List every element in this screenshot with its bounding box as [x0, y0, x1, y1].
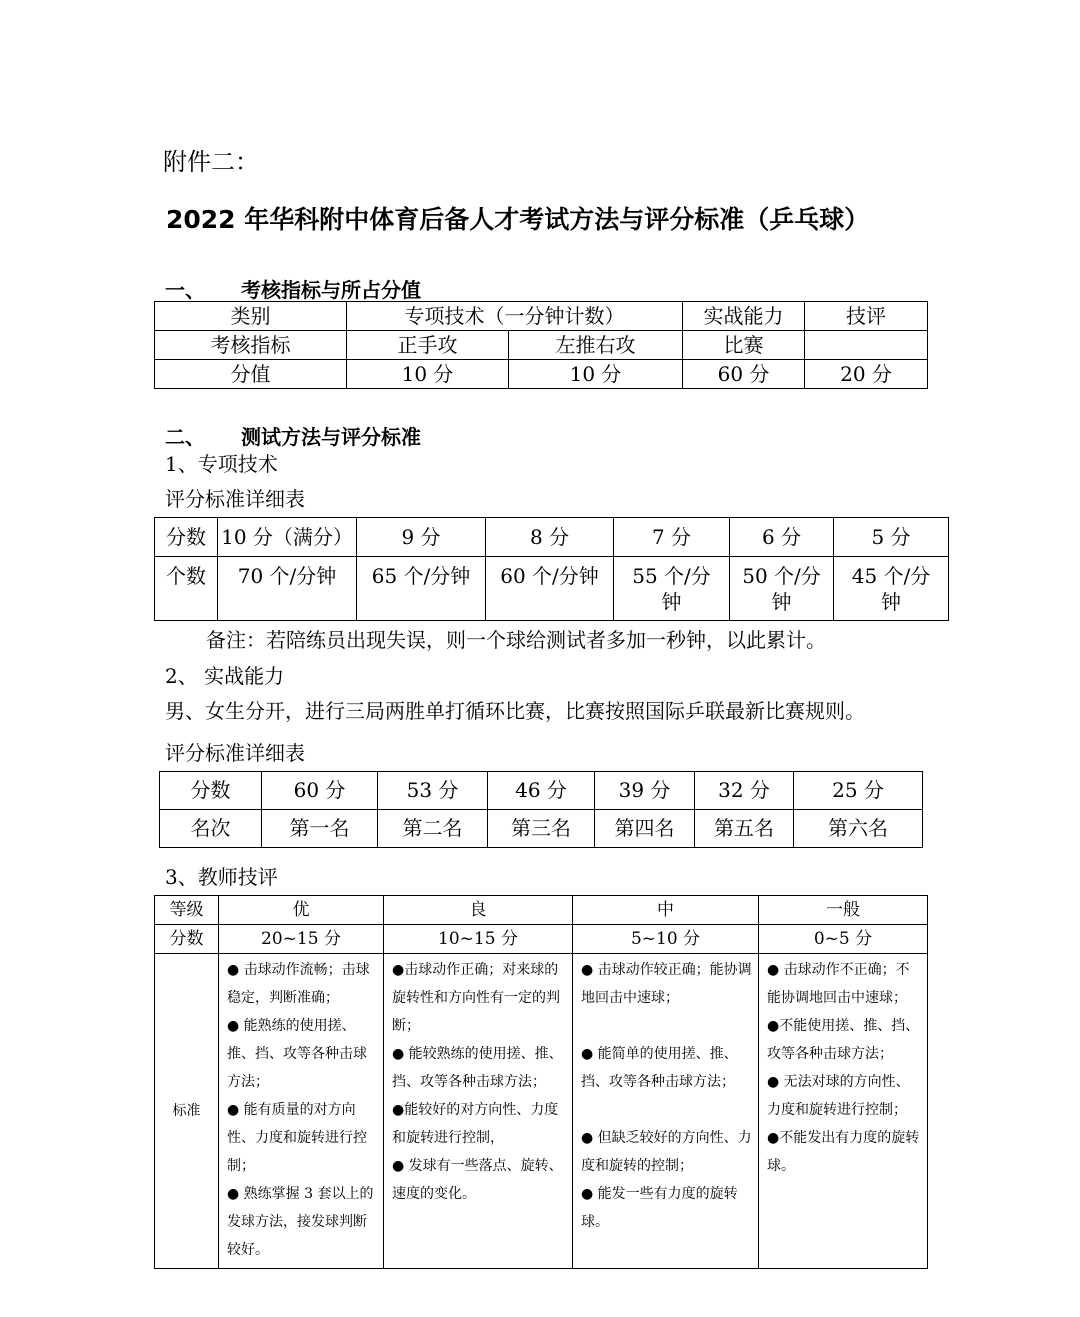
table-cell: 20 分 — [805, 360, 928, 389]
attachment-label: 附件二： — [163, 148, 259, 176]
table-cell: 5 分 — [834, 518, 949, 557]
table-cell: 考核指标 — [155, 331, 347, 360]
table-cell: 5~10 分 — [573, 925, 759, 954]
table-cell: 45 个/分钟 — [834, 557, 949, 621]
criteria-item: ● 能较熟练的使用搓、推、挡、攻等各种击球方法； — [392, 1046, 563, 1090]
table-cell: 10 分（满分） — [218, 518, 357, 557]
subsection-heading: 1、专项技术 — [165, 452, 278, 476]
criteria-item: ● 熟练掌握 3 套以上的发球方法，接发球判断较好。 — [227, 1186, 374, 1258]
table-cell: 第六名 — [794, 810, 923, 848]
table-cell: 实战能力 — [683, 302, 805, 331]
page-title: 2022 年华科附中体育后备人才考试方法与评分标准（乒乓球） — [166, 205, 870, 234]
table-cell: 一般 — [759, 896, 928, 925]
table-caption: 评分标准详细表 — [165, 741, 305, 765]
table-cell: 46 分 — [488, 772, 595, 810]
table-cell: 39 分 — [595, 772, 695, 810]
table-cell: 优 — [219, 896, 384, 925]
table-cell: 分数 — [155, 925, 219, 954]
table-cell: 正手攻 — [347, 331, 509, 360]
criteria-item: ●不能发出有力度的旋转球。 — [767, 1130, 920, 1174]
section-heading-2 — [165, 421, 421, 450]
ranking-score-table — [159, 771, 923, 848]
teacher-evaluation-table — [154, 895, 928, 1269]
note: 备注：若陪练员出现失误，则一个球给测试者多加一秒钟，以此累计。 — [206, 628, 826, 652]
table-cell: 53 分 — [378, 772, 488, 810]
table-cell: 个数 — [155, 557, 218, 621]
criteria-item: ● 能有质量的对方向性、力度和旋转进行控制； — [227, 1102, 367, 1174]
criteria-cell — [759, 954, 928, 1269]
table-cell: 20~15 分 — [219, 925, 384, 954]
table-cell: 50 个/分钟 — [730, 557, 834, 621]
criteria-item: ● 击球动作不正确；不能协调地回击中速球； — [767, 962, 910, 1006]
subsection-heading: 2、 实战能力 — [165, 664, 285, 688]
table-cell: 70 个/分钟 — [218, 557, 357, 621]
section-number: 一、 — [165, 278, 205, 302]
table-cell: 第三名 — [488, 810, 595, 848]
table-cell — [805, 331, 928, 360]
criteria-cell — [384, 954, 573, 1269]
match-description: 男、女生分开，进行三局两胜单打循环比赛，比赛按照国际乒联最新比赛规则。 — [165, 699, 865, 723]
table-cell: 7 分 — [614, 518, 730, 557]
table-cell: 第四名 — [595, 810, 695, 848]
table-cell: 左推右攻 — [509, 331, 683, 360]
criteria-label: 标准 — [155, 954, 219, 1269]
criteria-item: ● 击球动作较正确；能协调地回击中速球； — [581, 962, 752, 1006]
table-cell: 分数 — [155, 518, 218, 557]
table-cell: 6 分 — [730, 518, 834, 557]
table-cell: 8 分 — [486, 518, 614, 557]
table-cell: 专项技术（一分钟计数） — [347, 302, 683, 331]
section-heading-1 — [165, 274, 421, 303]
criteria-item: ● 能简单的使用搓、推、挡、攻等各种击球方法； — [581, 1046, 738, 1090]
section-number: 二、 — [165, 425, 205, 449]
table-cell: 分值 — [155, 360, 347, 389]
criteria-item: ●击球动作正确；对来球的旋转性和方向性有一定的判断； — [392, 962, 560, 1034]
subsection-heading: 3、教师技评 — [165, 865, 278, 889]
table-caption: 评分标准详细表 — [165, 487, 305, 511]
criteria-cell — [573, 954, 759, 1269]
table-cell: 分数 — [160, 772, 262, 810]
table-cell: 0~5 分 — [759, 925, 928, 954]
table-cell: 第五名 — [695, 810, 794, 848]
table-cell: 60 分 — [262, 772, 378, 810]
table-cell: 技评 — [805, 302, 928, 331]
table-cell: 10~15 分 — [384, 925, 573, 954]
table-cell: 32 分 — [695, 772, 794, 810]
table-cell: 10 分 — [347, 360, 509, 389]
criteria-item: ● 发球有一些落点、旋转、速度的变化。 — [392, 1158, 563, 1202]
criteria-item: ●不能使用搓、推、挡、攻等各种击球方法； — [767, 1018, 920, 1062]
criteria-cell — [219, 954, 384, 1269]
table-cell: 比赛 — [683, 331, 805, 360]
criteria-item: ● 能熟练的使用搓、推、挡、攻等各种击球方法； — [227, 1018, 367, 1090]
skill-score-table — [154, 517, 949, 621]
criteria-item: ●能较好的对方向性、力度和旋转进行控制， — [392, 1102, 559, 1146]
section-title: 测试方法与评分标准 — [241, 425, 421, 449]
table-cell: 60 分 — [683, 360, 805, 389]
table-cell: 10 分 — [509, 360, 683, 389]
table-cell: 第一名 — [262, 810, 378, 848]
table-cell: 65 个/分钟 — [357, 557, 486, 621]
table-cell: 60 个/分钟 — [486, 557, 614, 621]
table-cell: 名次 — [160, 810, 262, 848]
criteria-item: ● 无法对球的方向性、力度和旋转进行控制； — [767, 1074, 910, 1118]
table-cell: 第二名 — [378, 810, 488, 848]
table-cell: 9 分 — [357, 518, 486, 557]
table-cell: 中 — [573, 896, 759, 925]
criteria-item: ● 能发一些有力度的旋转球。 — [581, 1186, 738, 1230]
table-cell: 25 分 — [794, 772, 923, 810]
table-cell: 良 — [384, 896, 573, 925]
indicator-table — [154, 301, 928, 389]
table-cell: 类别 — [155, 302, 347, 331]
table-cell: 等级 — [155, 896, 219, 925]
criteria-item: ● 但缺乏较好的方向性、力度和旋转的控制； — [581, 1130, 752, 1174]
criteria-item: ● 击球动作流畅；击球稳定，判断准确； — [227, 962, 370, 1006]
section-title: 考核指标与所占分值 — [241, 278, 421, 302]
table-cell: 55 个/分钟 — [614, 557, 730, 621]
